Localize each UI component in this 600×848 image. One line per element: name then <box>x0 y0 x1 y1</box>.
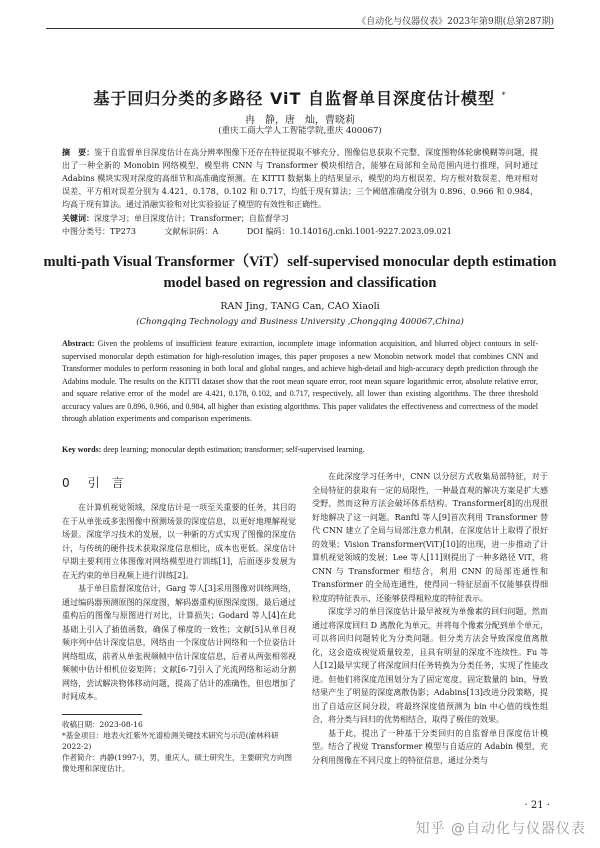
keywords-cn-label: 关键词： <box>62 214 94 223</box>
clc-number: 中图分类号：TP273 <box>62 227 136 236</box>
watermark: 知乎 @自动化与仪器仪表 <box>415 821 586 837</box>
body-paragraph: 在计算机视觉领域，深度估计是一项至关重要的任务，其目的在于从单张或多张图像中预测场景的深度信息，以更好地理解视觉场景。深度学习技术的发展，以一种新的方式实现了图像的深度估计，与传统的硬件技术获取深度信息相比，成本也更低。深度估计早期主要利用立体图像对网络模型进行训练[1]，后面逐步发展为在无约束的单目视频上进行训练[2]。 <box>62 503 296 580</box>
section-number: 0 <box>62 476 70 490</box>
body-paragraph: 深度学习的单目深度估计最早被视为单像素的回归问题，然而通过将深度回归 D 离散化为单元，并将每个像素分配到单个单元，可以将回归问题转化为分类问题。但分类方法会导致深度值离散化，这会造成视觉质量较差，且具有明显的深度不连续性。Fu 等人[12]最早实现了将深度回归任务转换为分类任务，实现了性能改进。但他们将深度范围划分为了固定宽度、固定数量的 bin，导致结果产生了明显的深度离散伪影；Adabins[13]改进分段策略，提出了自适应区间分段，将最终深度值预测为 bin 中心值的线性组合，将分类与回归的优势相结合，取得了极佳的效果。 <box>312 607 548 724</box>
keywords-en-label: Key words: <box>62 445 102 454</box>
keywords-en <box>62 445 538 454</box>
header-rule <box>46 28 554 29</box>
title-cn <box>0 86 600 109</box>
title-footnote-mark: * <box>501 90 507 100</box>
footnote: 收稿日期：2023-08-16 <box>62 719 143 729</box>
section-heading <box>62 474 296 491</box>
footnote: *基金项目：地表火红紫外光谱检测关键技术研究与示范(渝林科研 2022-2) <box>62 730 279 751</box>
footnote: 作者简介：冉静(1997-)，男，重庆人，硕士研究生，主要研究方向图像处理和深度估计。 <box>62 752 292 773</box>
doi: DOI 编码：10.14016/j.cnki.1001-9227.2023.09.021 <box>246 227 452 236</box>
body-paragraph: 基于单目监督深度估计，Garg 等人[3]采用图像对训练网络，通过编码器预测原图的深度图，解码器重构原图深度图，最后通过重构后的图像与原图进行对比，计算损失；Godard 等人[4]在此基础上引入了插值函数，确保了梯度的一致性；文献[5]从单目视频序列中估计深度信息，网络由一个深度估计网络和一个位姿估计网络组成，前者从单张视频帧中估计深度信息，后者从两张相邻视频帧中估计相机位姿矩阵；文献[6-7]引入了光流网络和运动分割网络，尝试解决物体移动问题，提高了估计的准确性，但也增加了时间成本。 <box>62 584 296 701</box>
keywords-cn <box>62 213 538 224</box>
abstract-cn <box>62 146 538 211</box>
body-paragraph: 在此深度学习任务中，CNN 以分层方式收集局部特征，对于全局特征的获取有一定的局限性，一种最直观的解决方案是扩大感受野，然而这种方法会破坏体系结构。Transformer[8]的出现很好地解决了这一问题。Ranftl 等人[9]首次利用 Transformer 替代 CNN 建立了全局与局部注意力机制，在深度估计上取得了很好的效果；Vision Transformer(ViT)[10]的出现，进一步推动了计算机视觉领域的发展；Lee 等人[11]则提出了一种多路径 ViT，将 CNN 与 Transformer 相结合，利用 CNN 的局部连通性和 Transformer 的全局连通性，使得同一特征层面不仅能够获得细粒度的特征表示，还能够获得粗粒度的特征表示。 <box>312 472 548 603</box>
section-title: 引 言 <box>87 476 124 490</box>
title-en: multi-path Visual Transformer（ViT）self-supervised monocular depth estimation model based on regression and classification <box>43 254 557 291</box>
body-paragraph: 基于此，提出了一种基于分类回归的自监督单目深度估计模型。结合了视觉 Transformer 模型与自适应的 Adabin 模型，充分利用图像在不同尺度上的特征信息，通过分类与 <box>312 728 548 765</box>
left-column <box>62 470 296 774</box>
abstract-en-text: Given the problems of insufficient feature extraction, incomplete image information acquisition, and blurred object contours in self-supervised monocular depth estimation for high-resolution images, this paper proposes a new Monobin network model that combines CNN and Transformer modules to perform reasoning in both local and global ranges, and achieve high-detail and high-accuracy depth prediction through the Adabins module. The results on the KITTI dataset show that the root mean square error, root mean square logarithmic error, absolute relative error, and square relative error of the model are 4.421, 0.178, 0.102, and 0.717, respectively, all lower than existing algorithms. The three threshold accuracy values are 0.896, 0.966, and 0.984, all higher than existing algorithms. This paper validates the effectiveness and correctness of the model through ablation experiments and comparison experiments. <box>62 339 539 423</box>
authors-cn: 冉 静，唐 灿，曹晓莉 <box>245 115 355 126</box>
document-code: 文献标识码：A <box>164 227 219 236</box>
abstract-cn-label: 摘 要： <box>62 148 95 157</box>
abstract-en-label: Abstract: <box>62 339 95 348</box>
affiliation-cn: (重庆工商大学人工智能学院,重庆 400067) <box>218 126 382 136</box>
authors-en: RAN Jing, TANG Can, CAO Xiaoli <box>220 301 380 312</box>
keywords-en-text: deep learning; monocular depth estimation; transformer; self-supervised learning. <box>103 445 365 454</box>
affiliation-en: (Chongqing Technology and Business University ,Chongqing 400067,China) <box>136 317 464 327</box>
title-cn-text: 基于回归分类的多路径 ViT 自监督单目深度估计模型 <box>93 89 496 108</box>
page-number: · 21 · <box>524 800 550 811</box>
running-head: 《自动化与仪器仪表》2023年第9期(总第287期) <box>357 17 554 27</box>
footnote-rule <box>62 714 142 715</box>
abstract-en <box>62 338 538 426</box>
keywords-cn-text: 深度学习；单目深度估计；Transformer；自监督学习 <box>94 214 289 223</box>
right-column <box>312 470 548 767</box>
abstract-cn-text: 鉴于自监督单目深度估计在高分辨率图像下还存在特征提取不够充分、图像信息获取不完整、深度图物体轮廓模糊等问题，提出了一种全新的 Monobin 网络模型，模型将 CNN 与 Transformer 模块相结合，能够在局部和全局范围内进行推理，同时通过 Adabins 模块实现对深度的高细节和高准确度预测。在 KITTI 数据集上的结果显示，模型的均方根误差、均方根对数误差、绝对相对误差、平方相对误差分别为 4.421、0.178、0.102 和 0.717，均低于现有算法；三个阈值准确度分别为 0.896、0.966 和 0.984，均高于现有算法。通过消融实验和对比实验验证了模型的有效性和正确性。 <box>62 148 538 209</box>
classification-line <box>62 226 560 237</box>
